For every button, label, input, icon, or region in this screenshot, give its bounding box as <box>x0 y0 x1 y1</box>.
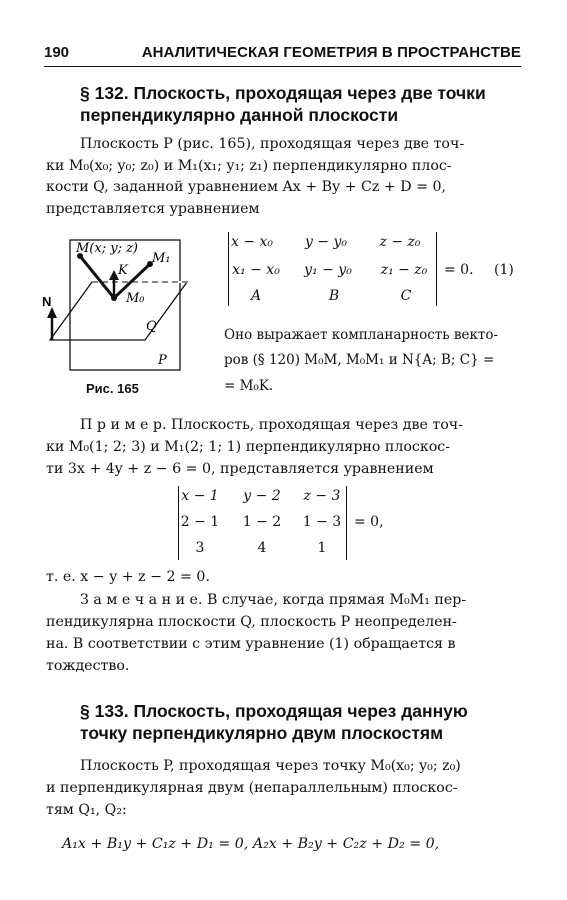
note-line3: = M₀K. <box>224 378 274 394</box>
s133-para-line1: Плоскость P, проходящая через точку M₀(x₀; y₀; z₀) <box>80 758 461 774</box>
det-cell: x − 1 <box>181 488 219 504</box>
label-m: M(x; y; z) <box>76 241 139 256</box>
equation-number: (1) <box>494 262 514 278</box>
determinant-1 <box>222 230 522 310</box>
section-133-title-line1: § 133. Плоскость, проходящая через данную <box>80 701 468 721</box>
section-132-title-line2: перпендикулярно данной плоскости <box>80 105 399 125</box>
section-133-title-line2: точку перпендикулярно двум плоскостям <box>80 723 444 743</box>
det-right-bar <box>436 232 437 306</box>
note-line1: Оно выражает компланарность векто- <box>224 327 499 343</box>
para1-line1: Плоскость P (рис. 165), проходящая через две точ- <box>80 136 465 152</box>
det-rhs: = 0, <box>354 514 384 530</box>
label-p: P <box>158 353 167 368</box>
label-m0: M₀ <box>126 291 145 306</box>
det-cell: 2 − 1 <box>180 514 220 530</box>
s133-equation: A₁x + B₁y + C₁z + D₁ = 0, A₂x + B₂y + C₂z + D₂ = 0, <box>62 836 440 852</box>
label-k: K <box>118 263 128 278</box>
remark-line2: пендикулярна плоскости Q, плоскость P неопределен- <box>46 614 457 630</box>
section-132-title-line1: § 132. Плоскость, проходящая через две точки <box>80 83 486 103</box>
page-number: 190 <box>44 44 70 61</box>
running-title: АНАЛИТИЧЕСКАЯ ГЕОМЕТРИЯ В ПРОСТРАНСТВЕ <box>141 44 521 61</box>
s133-para-line2: и перпендикулярная двум (непараллельным) плоскос- <box>46 780 458 796</box>
det-cell: z − 3 <box>303 488 341 504</box>
label-q: Q <box>146 319 157 334</box>
point-m0 <box>111 295 117 301</box>
det-cell: 4 <box>257 540 267 556</box>
det-cell: 1 − 3 <box>302 514 342 530</box>
det-cell: x₁ − x₀ <box>232 262 280 278</box>
example-determinant <box>176 484 416 564</box>
det-cell: C <box>400 288 412 304</box>
example-line3: ти 3x + 4y + z − 6 = 0, представляется уравнением <box>46 461 434 477</box>
note-line2: ров (§ 120) M₀M, M₀M₁ и N{A; B; C} = <box>224 352 495 368</box>
s133-para-line3: тям Q₁, Q₂: <box>46 802 127 818</box>
det-cell: x − x₀ <box>230 234 274 250</box>
figure-165 <box>42 236 192 376</box>
det-cell: A <box>250 288 262 304</box>
para1-line3: кости Q, заданной уравнением Ax + By + Cz + D = 0, <box>46 179 447 195</box>
remark-line3: на. В соответствии с этим уравнение (1) обращается в <box>46 636 456 652</box>
running-header <box>44 44 521 67</box>
label-n: N <box>42 294 52 309</box>
det-cell: z₁ − z₀ <box>380 262 428 278</box>
example-result: т. е. x − y + z − 2 = 0. <box>46 569 210 585</box>
det-rhs: = 0. <box>444 262 474 278</box>
det-cell: y − y₀ <box>304 234 348 250</box>
det-cell: y₁ − y₀ <box>304 262 352 278</box>
example-line2: ки M₀(1; 2; 3) и M₁(2; 1; 1) перпендикулярно плоскос- <box>46 439 451 455</box>
det-cell: 1 − 2 <box>242 514 282 530</box>
section-133-title <box>80 700 520 744</box>
det-cell: B <box>328 288 340 304</box>
example-line1: П р и м е р. Плоскость, проходящая через две точ- <box>80 417 463 433</box>
remark-line1: З а м е ч а н и е. В случае, когда прямая M₀M₁ пер- <box>80 592 467 608</box>
det-cell: z − z₀ <box>379 234 421 250</box>
det-cell: y − 2 <box>243 488 281 504</box>
para1-line4: представляется уравнением <box>46 201 260 217</box>
remark-line4: тождество. <box>46 658 130 674</box>
section-132-title <box>80 82 520 126</box>
det-cell: 1 <box>317 540 327 556</box>
label-m1: M₁ <box>152 251 171 266</box>
figure-caption: Рис. 165 <box>86 381 139 396</box>
para1-line2: ки M₀(x₀; y₀; z₀) и M₁(x₁; y₁; z₁) перпендикулярно плос- <box>46 158 452 174</box>
det-cell: 3 <box>195 540 205 556</box>
